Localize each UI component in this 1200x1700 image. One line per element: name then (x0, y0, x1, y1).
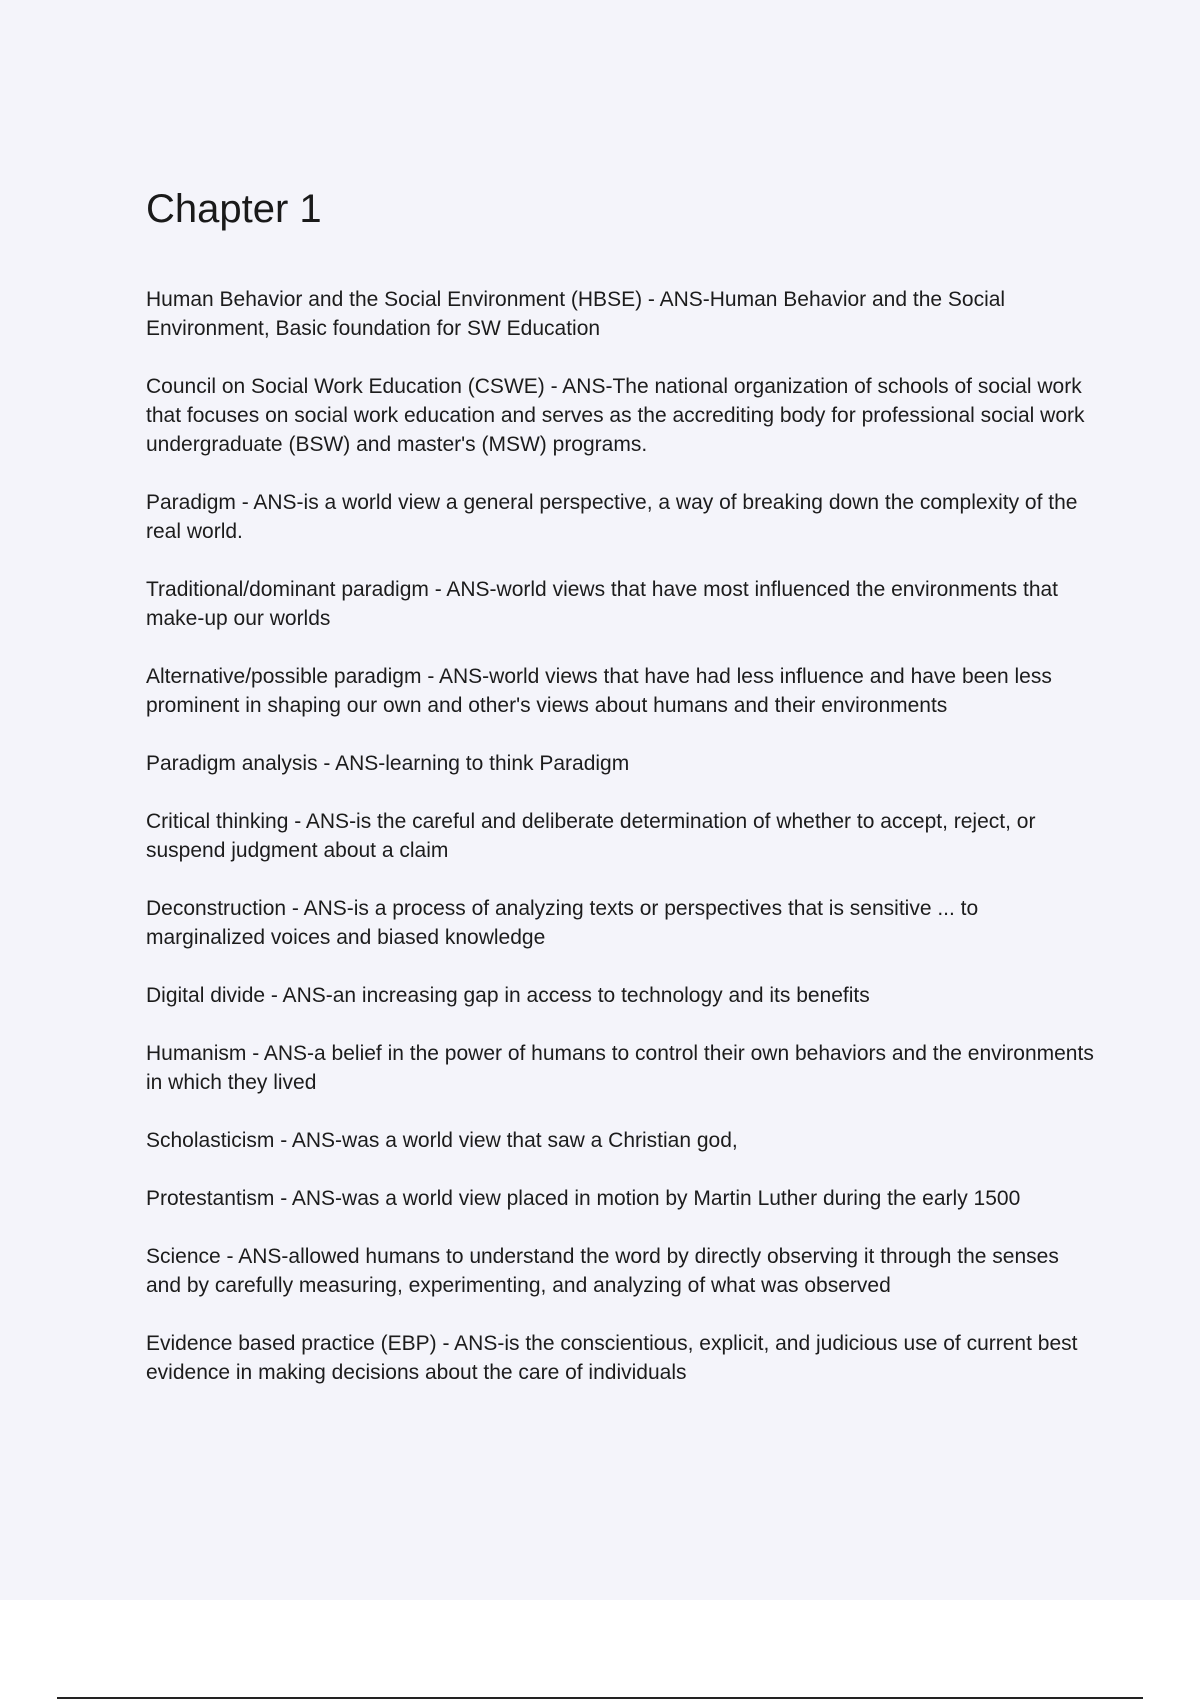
term-entry-protestantism: Protestantism - ANS-was a world view placed in motion by Martin Luther during the early 1500 (146, 1187, 1021, 1210)
term-entry-traditional-paradigm: Traditional/dominant paradigm - ANS-world views that have most influenced the environments that make-up our worlds (146, 578, 1059, 630)
chapter-title: Chapter 1 (146, 187, 322, 231)
term-entry-science: Science - ANS-allowed humans to understand the word by directly observing it through the senses and by carefully measuring, experimenting, and analyzing of what was observed (146, 1245, 1059, 1297)
term-entry-alternative-paradigm: Alternative/possible paradigm - ANS-world views that have had less influence and have been less prominent in shaping our own and other's views about humans and their environments (146, 665, 1052, 717)
term-entry-paradigm: Paradigm - ANS-is a world view a general perspective, a way of breaking down the complexity of the real world. (146, 491, 1078, 543)
term-entry-critical-thinking: Critical thinking - ANS-is the careful and deliberate determination of whether to accept, reject, or suspend judgment about a claim (146, 810, 1036, 862)
term-entry-digital-divide: Digital divide - ANS-an increasing gap in access to technology and its benefits (146, 984, 870, 1007)
footer-divider (57, 1697, 1143, 1699)
term-entry-paradigm-analysis: Paradigm analysis - ANS-learning to think Paradigm (146, 752, 630, 775)
document-content (146, 186, 1096, 1416)
term-entry-humanism: Humanism - ANS-a belief in the power of humans to control their own behaviors and the environments in which they lived (146, 1042, 1094, 1094)
term-entry-hbse: Human Behavior and the Social Environment (HBSE) - ANS-Human Behavior and the Social Environment, Basic foundation for SW Education (146, 288, 1006, 340)
term-entry-cswe: Council on Social Work Education (CSWE) - ANS-The national organization of schools of social work that focuses on social work education and serves as the accrediting body for professional social work undergraduate (BSW) and master's (MSW) programs. (146, 375, 1085, 456)
term-entry-evidence-based-practice: Evidence based practice (EBP) - ANS-is the conscientious, explicit, and judicious use of current best evidence in making decisions about the care of individuals (146, 1332, 1078, 1384)
term-entry-scholasticism: Scholasticism - ANS-was a world view that saw a Christian god, (146, 1129, 738, 1152)
term-entry-deconstruction: Deconstruction - ANS-is a process of analyzing texts or perspectives that is sensitive ... to marginalized voices and biased knowledge (146, 897, 979, 949)
